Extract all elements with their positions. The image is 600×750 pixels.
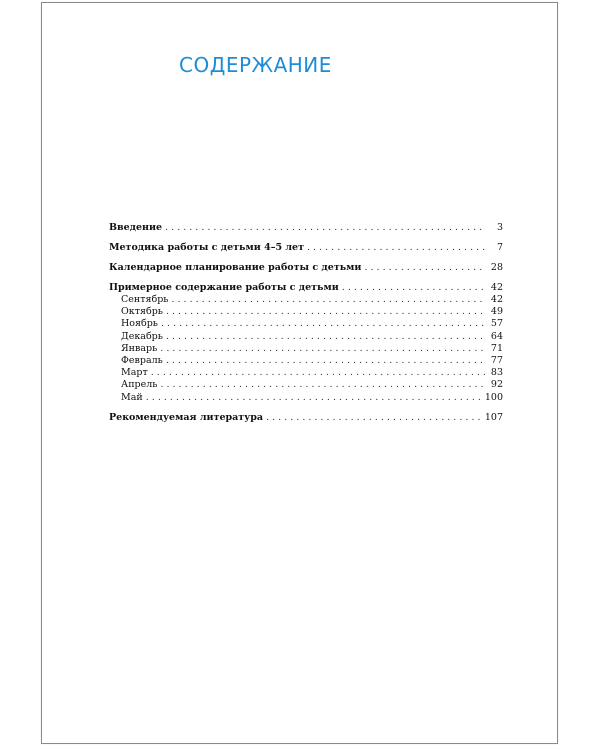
document-page — [41, 2, 558, 744]
toc-page-number: 49 — [490, 306, 503, 318]
toc-page-number: 64 — [490, 330, 503, 342]
toc-entry-label: Март — [121, 367, 148, 379]
toc-page-number: 42 — [490, 282, 503, 293]
toc-entry-may[interactable] — [109, 392, 503, 404]
toc-entry-methodology[interactable] — [109, 241, 503, 254]
toc-page-number: 57 — [490, 318, 503, 330]
toc-page-number: 100 — [484, 391, 503, 403]
toc-entry-label: Декабрь — [121, 330, 163, 342]
toc-entry-label: Рекомендуемая литература — [109, 411, 264, 423]
toc-page-number: 71 — [490, 342, 503, 354]
dot-leader — [266, 411, 482, 424]
dot-leader — [166, 355, 486, 367]
dot-leader — [160, 343, 486, 355]
toc-entry-label: Январь — [121, 342, 158, 354]
dot-leader — [151, 367, 486, 379]
dot-leader — [166, 306, 486, 318]
toc-page-number: 83 — [490, 367, 503, 379]
toc-page-number: 107 — [484, 411, 503, 423]
toc-page-number: 92 — [490, 379, 503, 391]
dot-leader — [171, 294, 486, 306]
toc-entry-sample-content[interactable] — [109, 281, 503, 294]
toc-entry-calendar-planning[interactable] — [109, 261, 503, 274]
dot-leader — [165, 221, 486, 234]
toc-page-number: 7 — [496, 242, 503, 253]
toc-entry-label: Примерное содержание работы с детьми — [109, 282, 339, 293]
toc-entry-label: Введение — [109, 222, 163, 233]
toc-page-number: 42 — [490, 294, 503, 305]
dot-leader — [160, 379, 486, 391]
toc-entry-march[interactable] — [109, 367, 503, 379]
dot-leader — [166, 331, 486, 343]
toc-entry-label: Февраль — [121, 355, 163, 367]
toc-entry-references[interactable] — [109, 411, 503, 424]
toc-entry-label: Методика работы с детьми 4–5 лет — [109, 242, 304, 253]
toc-entry-label: Октябрь — [121, 306, 163, 318]
dot-leader — [161, 318, 486, 330]
page-title: СОДЕРЖАНИЕ — [179, 53, 332, 77]
toc-entry-label: Ноябрь — [121, 318, 158, 330]
dot-leader — [307, 241, 486, 254]
toc-page-number: 3 — [496, 222, 503, 233]
toc-entry-february[interactable] — [109, 355, 503, 367]
toc-entry-april[interactable] — [109, 379, 503, 391]
toc-entry-label: Апрель — [121, 379, 158, 391]
dot-leader — [146, 392, 482, 404]
table-of-contents — [109, 221, 503, 424]
toc-entry-label: Календарное планирование работы с детьми — [109, 262, 362, 273]
toc-entry-january[interactable] — [109, 343, 503, 355]
dot-leader — [342, 281, 486, 294]
toc-entry-label: Сентябрь — [121, 294, 169, 305]
toc-page-number: 77 — [490, 355, 503, 367]
toc-entry-label: Май — [121, 391, 143, 403]
toc-entry-september[interactable] — [109, 294, 503, 306]
toc-entry-november[interactable] — [109, 318, 503, 330]
toc-entry-introduction[interactable] — [109, 221, 503, 234]
toc-page-number: 28 — [490, 262, 503, 273]
dot-leader — [364, 261, 486, 274]
toc-entry-october[interactable] — [109, 306, 503, 318]
toc-entry-december[interactable] — [109, 331, 503, 343]
